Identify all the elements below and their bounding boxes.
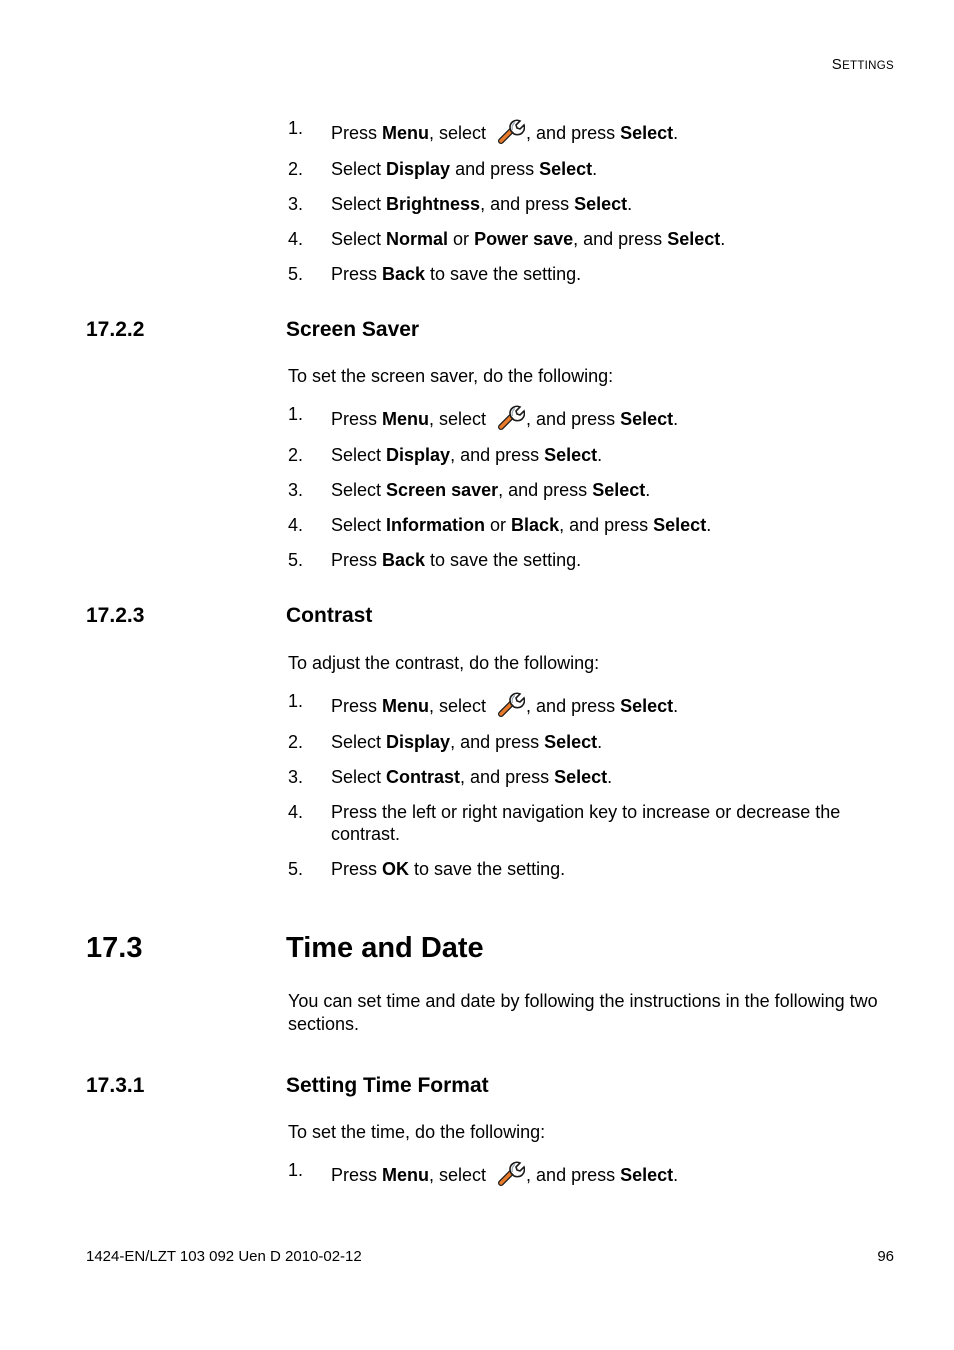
step-text: . [673,696,679,716]
step-number: 5. [288,859,304,879]
step-text: or [485,515,512,535]
list-item [288,228,888,250]
step-text: Press [331,409,383,429]
step-number: 4. [288,229,304,249]
step-text: , and press [450,732,545,752]
step-number: 5. [288,550,304,570]
step-text: Select [331,445,387,465]
header-initial: S [831,56,843,73]
step-bold: Select [544,732,598,752]
step-bold: Display [386,732,451,752]
step-text: , and press [526,409,621,429]
step-text: Press [331,1165,383,1185]
step-bold: Black [511,515,560,535]
step-number: 3. [288,480,304,500]
step-text: Select [331,159,387,179]
step-text: . [706,515,712,535]
step-text: , and press [526,123,621,143]
step-text: Press [331,550,383,570]
step-text: . [607,767,613,787]
step-number: 2. [288,445,304,465]
step-bold: Select [653,515,707,535]
step-text: , and press [498,480,593,500]
section-title: Setting Time Format [286,1074,489,1097]
step-text: Press [331,859,383,879]
list-item [288,193,888,215]
section-heading-contrast [86,604,372,628]
step-text: . [673,1165,679,1185]
step-text: Select [331,194,387,214]
step-bold: Select [667,229,721,249]
section-heading-screen-saver [86,318,419,342]
step-text: , select [429,696,492,716]
list-item [288,731,888,753]
step-bold: Information [386,515,486,535]
list-item [288,858,888,880]
list-item [288,690,888,718]
step-bold: Back [382,550,426,570]
step-text: Select [331,515,387,535]
section-number: 17.3.1 [86,1074,145,1097]
step-number: 2. [288,732,304,752]
step-text: Press [331,123,383,143]
step-text: Select [331,480,387,500]
wrench-settings-icon [497,403,525,431]
step-text: or [448,229,475,249]
step-text: , and press [480,194,575,214]
step-text: Select [331,229,387,249]
step-text: , and press [559,515,654,535]
step-bold: Display [386,445,451,465]
step-text: , select [429,1165,492,1185]
step-text: and press [450,159,540,179]
step-bold: Contrast [386,767,461,787]
step-bold: Menu [382,123,430,143]
step-text: , and press [460,767,555,787]
footer-document-id: 1424-EN/LZT 103 092 Uen D 2010-02-12 [86,1248,362,1265]
wrench-settings-icon [497,117,525,145]
step-number: 3. [288,194,304,214]
step-text: Select [331,767,387,787]
step-text: to save the setting. [425,550,582,570]
step-bold: Select [574,194,628,214]
step-bold: Normal [386,229,449,249]
step-text: . [673,409,679,429]
step-bold: Display [386,159,451,179]
step-bold: Menu [382,696,430,716]
step-bold: Select [620,409,674,429]
section-number: 17.2.3 [86,604,145,627]
step-bold: Back [382,264,426,284]
running-header [832,56,894,73]
list-item [288,444,888,466]
list-item [288,801,888,845]
step-text: , and press [526,1165,621,1185]
step-number: 4. [288,802,304,822]
section-heading-time-format [86,1074,489,1098]
step-text: to save the setting. [409,859,566,879]
list-item [288,766,888,788]
section-intro: To adjust the contrast, do the following: [288,653,600,673]
step-bold: Select [539,159,593,179]
step-text: Press [331,264,383,284]
screen-saver-steps [288,403,888,571]
step-number: 1. [288,691,304,711]
step-number: 4. [288,515,304,535]
step-text: . [645,480,651,500]
time-format-steps [288,1159,888,1187]
step-bold: Select [620,1165,674,1185]
list-item [288,479,888,501]
list-item [288,117,888,145]
header-rest: ETTINGS [842,60,894,72]
step-text: , and press [526,696,621,716]
contrast-steps [288,690,888,880]
step-number: 5. [288,264,304,284]
step-bold: Brightness [386,194,481,214]
step-text: Select [331,732,387,752]
step-bold: OK [382,859,410,879]
step-text: . [627,194,633,214]
step-bold: Select [592,480,646,500]
step-text: , select [429,409,492,429]
page-number: 96 [877,1248,894,1265]
step-bold: Select [620,123,674,143]
list-item [288,403,888,431]
step-text: Press [331,696,383,716]
step-text: , and press [573,229,668,249]
step-text: . [592,159,598,179]
step-number: 1. [288,1160,304,1180]
step-bold: Power save [474,229,574,249]
step-text: , select [429,123,492,143]
step-text: . [597,445,603,465]
section-heading-time-and-date [86,932,484,965]
section-title: Contrast [286,604,373,627]
list-item [288,514,888,536]
wrench-settings-icon [497,690,525,718]
step-text: , and press [450,445,545,465]
step-number: 2. [288,159,304,179]
step-text: Press the left or right navigation key to increase or decrease the contrast. [331,802,841,844]
step-bold: Screen saver [386,480,499,500]
step-text: . [673,123,679,143]
step-bold: Select [554,767,608,787]
section-title: Screen Saver [286,318,420,341]
step-text: to save the setting. [425,264,582,284]
section-number: 17.2.2 [86,318,145,341]
brightness-steps [288,117,888,285]
step-number: 3. [288,767,304,787]
section-intro: You can set time and date by following the instructions in the following two sections. [288,991,878,1034]
wrench-settings-icon [497,1159,525,1187]
step-number: 1. [288,118,304,138]
section-title: Time and Date [286,932,484,964]
step-bold: Menu [382,409,430,429]
step-text: . [597,732,603,752]
section-number: 17.3 [86,932,143,964]
step-bold: Select [544,445,598,465]
list-item [288,263,888,285]
list-item [288,158,888,180]
list-item [288,549,888,571]
section-intro: To set the time, do the following: [288,1122,546,1142]
step-number: 1. [288,404,304,424]
step-text: . [720,229,726,249]
step-bold: Menu [382,1165,430,1185]
step-bold: Select [620,696,674,716]
section-intro: To set the screen saver, do the following: [288,366,614,386]
list-item [288,1159,888,1187]
